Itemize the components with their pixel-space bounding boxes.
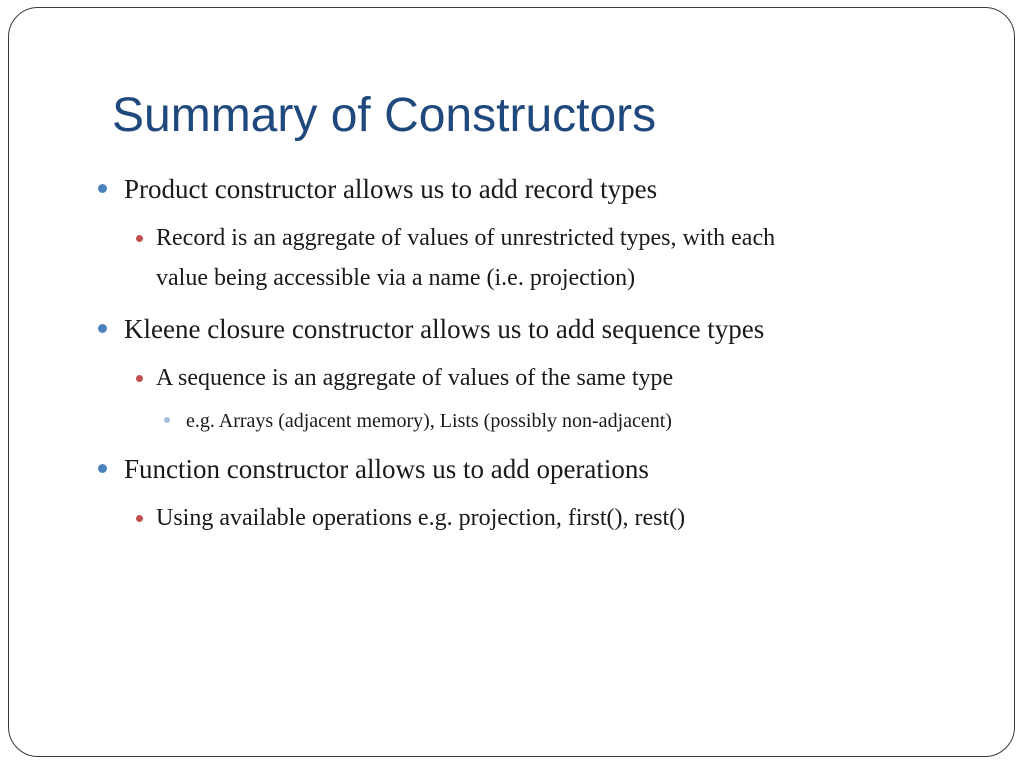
bullet-level1-text: Kleene closure constructor allows us to add sequence types <box>124 314 765 344</box>
slide-title: Summary of Constructors <box>112 89 657 142</box>
bullet-dot-icon <box>136 235 143 242</box>
bullet-level1-text: Function constructor allows us to add operations <box>124 454 649 484</box>
bullet-dot-icon <box>164 417 170 423</box>
bullet-dot-icon <box>98 324 107 333</box>
bullet-dot-icon <box>98 464 107 473</box>
bullet-dot-icon <box>136 375 143 382</box>
bullet-level2-text-line1: Record is an aggregate of values of unrestricted types, with each <box>156 225 776 251</box>
bullet-dot-icon <box>136 515 143 522</box>
bullet-level2-text: A sequence is an aggregate of values of the same type <box>156 365 674 391</box>
bullet-level3-text: e.g. Arrays (adjacent memory), Lists (possibly non-adjacent) <box>186 410 672 432</box>
bullet-dot-icon <box>98 184 107 193</box>
bullet-level2-text-line2: value being accessible via a name (i.e. projection) <box>156 265 636 291</box>
bullet-level2-text: Using available operations e.g. projection, first(), rest() <box>156 505 686 531</box>
bullet-level1-text: Product constructor allows us to add record types <box>124 174 658 204</box>
